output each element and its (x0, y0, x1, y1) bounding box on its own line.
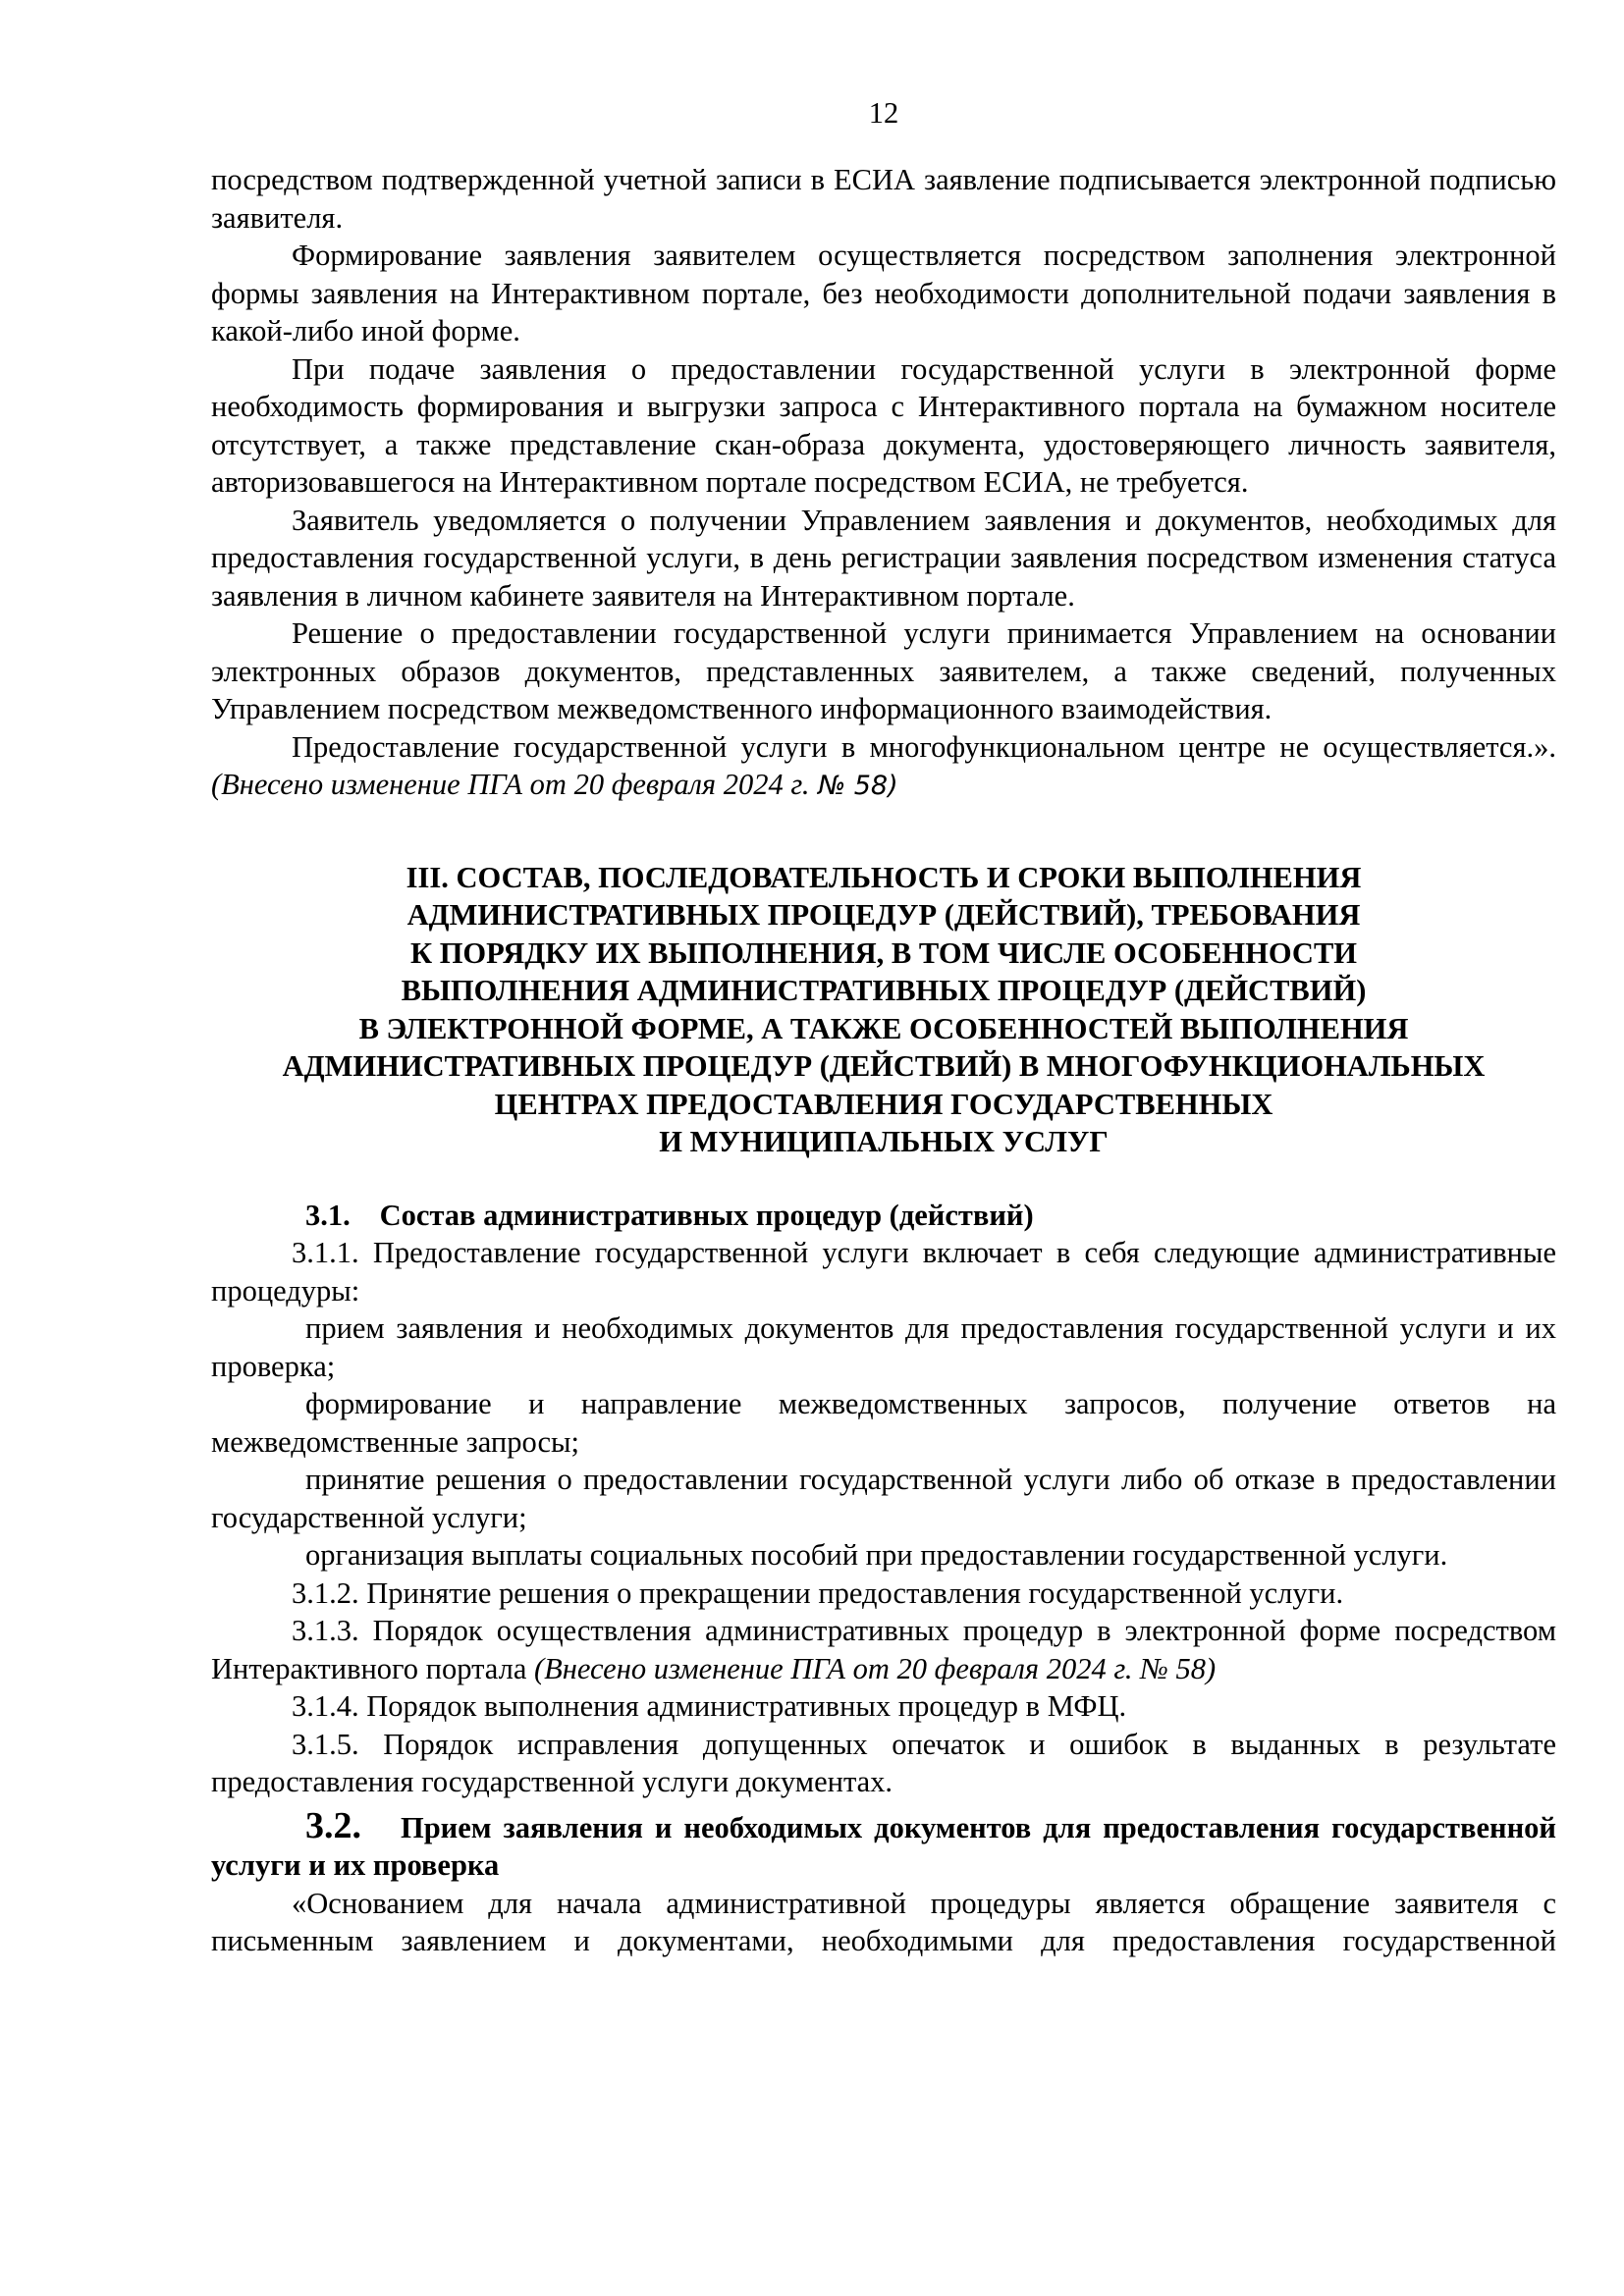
section-heading-line: И МУНИЦИПАЛЬНЫХ УСЛУГ (659, 1125, 1109, 1158)
paragraph-3-1-5: 3.1.5. Порядок исправления допущенных опечаток и ошибок в выданных в результате предоставления государственной услуги документах. (211, 1727, 1556, 1798)
paragraph-3-1-1: 3.1.1. Предоставление государственной услуги включает в себя следующие административные процедуры: (211, 1236, 1556, 1308)
paragraph-3-1-2: 3.1.2. Принятие решения о прекращении предоставления государственной услуги. (292, 1575, 1344, 1610)
section-heading-line: АДМИНИСТРАТИВНЫХ ПРОЦЕДУР (ДЕЙСТВИЙ) В МНОГОФУНКЦИОНАЛЬНЫХ (282, 1049, 1486, 1083)
paragraph-notification: Заявитель уведомляется о получении Управлением заявления и документов, необходимых для предоставления государственной услуги, в день регистрации заявления посредством изменения статуса заявления в личном кабинете заявителя на Интерактивном портале. (211, 503, 1556, 613)
section-heading-line: III. СОСТАВ, ПОСЛЕДОВАТЕЛЬНОСТЬ И СРОКИ ВЫПОЛНЕНИЯ (406, 860, 1362, 894)
paragraph-electronic-submission: При подаче заявления о предоставлении государственной услуги в электронной форме необходимость формирования и выгрузки запроса с Интерактивного портала на бумажном носителе отсутствует, а также представление скан-образа документа, удостоверяющего личность заявителя, авторизовавшегося на Интерактивном портале посредством ЕСИА, не требуется. (211, 351, 1556, 499)
list-item-procedure: принятие решения о предоставлении государственной услуги либо об отказе в предоставлении государственной услуги; (211, 1463, 1556, 1534)
mfc-text: Предоставление государственной услуги в многофункциональном центре не осуществляется.». (292, 729, 1556, 764)
paragraph-3-1-3-text: 3.1.3. Порядок осуществления административных процедур в электронной форме посредством Интерактивного портала (211, 1614, 1556, 1685)
paragraph-decision: Решение о предоставлении государственной услуги принимается Управлением на основании электронных образов документов, представленных заявителем, а также сведений, полученных Управлением посредством межведомственного информационного взаимодействия. (211, 616, 1556, 725)
section-heading-line: АДМИНИСТРАТИВНЫХ ПРОЦЕДУР (ДЕЙСТВИЙ), ТРЕБОВАНИЯ (406, 898, 1361, 932)
paragraph-esia-signature: посредством подтвержденной учетной записи в ЕСИА заявление подписывается электронной подписью заявителя. (211, 163, 1556, 235)
subsection-3-2-title (211, 1804, 1556, 1885)
list-item-procedure: организация выплаты социальных пособий при предоставлении государственной услуги. (305, 1538, 1448, 1572)
section-heading-line: ВЫПОЛНЕНИЯ АДМИНИСТРАТИВНЫХ ПРОЦЕДУР (ДЕЙСТВИЙ) (401, 974, 1367, 1007)
subsection-title: Состав административных процедур (действий) (379, 1198, 1034, 1232)
section-heading-line: ЦЕНТРАХ ПРЕДОСТАВЛЕНИЯ ГОСУДАРСТВЕННЫХ (494, 1087, 1273, 1121)
amendment-note: (Внесено изменение ПГА от 20 февраля 2024 г. (211, 768, 810, 801)
paragraph-3-2-basis: «Основанием для начала административной процедуры является обращение заявителя с письменным заявлением и документами, необходимыми для предоставления государственной (211, 1886, 1556, 1957)
amendment-note-number: № 58) (809, 771, 898, 801)
list-item-procedure: прием заявления и необходимых документов для предоставления государственной услуги и их проверка; (211, 1311, 1556, 1383)
paragraph-form-filling: Формирование заявления заявителем осуществляется посредством заполнения электронной формы заявления на Интерактивном портале, без необходимости дополнительной подачи заявления в какой-либо иной форме. (211, 239, 1556, 347)
paragraph-mfc-not-provided (211, 728, 1556, 806)
document-page (211, 94, 1556, 1960)
subsection-title: Прием заявления и необходимых документов для предоставления государственной услуги и их проверка (211, 1810, 1556, 1882)
paragraph-3-1-4: 3.1.4. Порядок выполнения административных процедур в МФЦ. (292, 1689, 1127, 1723)
amendment-note: (Внесено изменение ПГА от 20 февраля 2024 г. № 58) (533, 1651, 1217, 1685)
section-heading-line: К ПОРЯДКУ ИХ ВЫПОЛНЕНИЯ, В ТОМ ЧИСЛЕ ОСОБЕННОСТИ (409, 935, 1358, 970)
subsection-number: 3.2. (305, 1804, 361, 1846)
paragraph-3-1-3 (211, 1612, 1556, 1687)
section-heading-line: В ЭЛЕКТРОННОЙ ФОРМЕ, А ТАКЖЕ ОСОБЕННОСТЕЙ ВЫПОЛНЕНИЯ (358, 1011, 1409, 1045)
page-number: 12 (868, 96, 899, 130)
subsection-3-1-title (211, 1197, 1556, 1235)
subsection-number: 3.1. (305, 1198, 351, 1232)
section-heading (211, 859, 1556, 1161)
list-item-procedure: формирование и направление межведомственных запросов, получение ответов на межведомственные запросы; (211, 1387, 1556, 1459)
